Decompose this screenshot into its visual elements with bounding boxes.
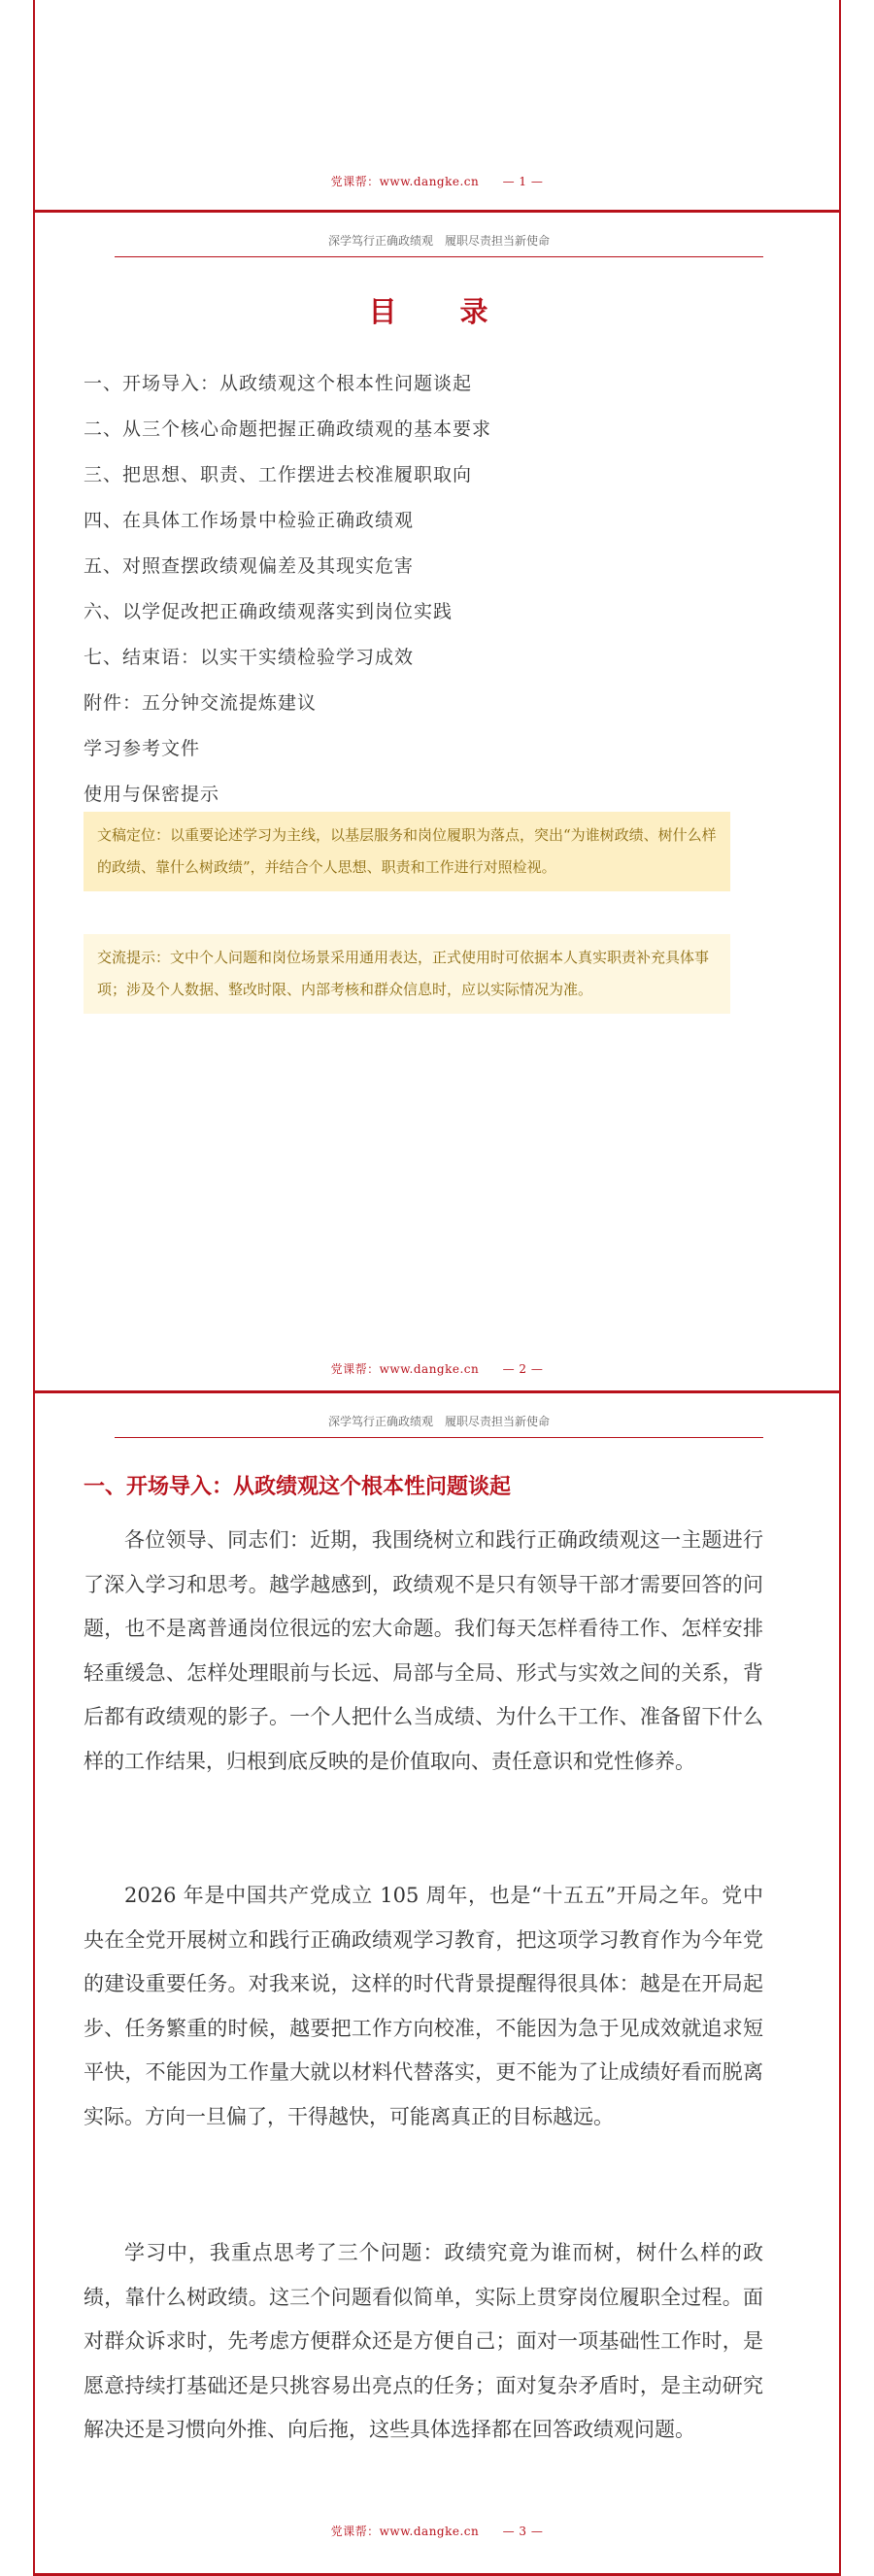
footer-site: 党课帮：www.dangke.cn — [330, 1362, 480, 1376]
footer-site: 党课帮：www.dangke.cn — [330, 2525, 480, 2538]
body-paragraph: 各位领导、同志们：近期，我围绕树立和践行正确政绩观这一主题进行了深入学习和思考。越学越感到，政绩观不是只有领导干部才需要回答的问题，也不是离普通岗位很远的宏大命题。我们每天怎样看待工作、怎样安排轻重缓急、怎样处理眼前与长远、局部与全局、形式与实效之间的关系，背后都有政绩观的影子。一个人把什么当成绩、为什么干工作、准备留下什么样的工作结果，归根到底反映的是价值取向、责任意识和党性修养。 — [84, 1528, 763, 1773]
body-paragraph: 2026 年是中国共产党成立 105 周年，也是“十五五”开局之年。党中央在全党开展树立和践行正确政绩观学习教育，把这项学习教育作为今年党的建设重要任务。对我来说，这样的时代背景提醒得很具体：越是在开局起步、任务繁重的时候，越要把工作方向校准，不能因为急于见成效就追求短平快，不能因为工作量大就以材料代替落实，更不能为了让成绩好看而脱离实际。方向一旦偏了，干得越快，可能离真正的目标越远。 — [84, 1884, 763, 2128]
toc-item[interactable]: 七、结束语：以实干实绩检验学习成效 — [84, 647, 415, 668]
toc-item[interactable]: 二、从三个核心命题把握正确政绩观的基本要求 — [84, 418, 492, 440]
page-1 — [33, 0, 841, 210]
positioning-note: 文稿定位：以重要论述学习为主线，以基层服务和岗位履职为落点，突出“为谁树政绩、树什么样的政绩、靠什么树政绩”，并结合个人思想、职责和工作进行对照检视。 — [84, 812, 730, 891]
toc-item[interactable]: 使用与保密提示 — [84, 784, 220, 805]
page-footer — [35, 173, 839, 189]
page-footer — [35, 2523, 839, 2539]
toc-item[interactable]: 三、把思想、职责、工作摆进去校准履职取向 — [84, 464, 473, 485]
footer-site: 党课帮：www.dangke.cn — [330, 175, 480, 188]
toc-list — [84, 361, 491, 818]
toc-title: 目 录 — [368, 295, 506, 328]
toc-item[interactable]: 学习参考文件 — [84, 738, 201, 759]
page-number: — 1 — — [502, 175, 544, 188]
page-number: — 3 — — [502, 2525, 544, 2538]
toc-item[interactable]: 四、在具体工作场景中检验正确政绩观 — [84, 510, 415, 531]
body-paragraph: 学习中，我重点思考了三个问题：政绩究竟为谁而树，树什么样的政绩，靠什么树政绩。这三个问题看似简单，实际上贯穿岗位履职全过程。面对群众诉求时，先考虑方便群众还是方便自己；面对一项基础性工作时，是愿意持续打基础还是只挑容易出亮点的任务；面对复杂矛盾时，是主动研究解决还是习惯向外推、向后拖，这些具体选择都在回答政绩观问题。 — [84, 2241, 763, 2441]
running-header: 深学笃行正确政绩观 履职尽责担当新使命 — [115, 232, 763, 257]
section-title: 一、开场导入：从政绩观这个根本性问题谈起 — [84, 1475, 512, 1499]
page-footer — [35, 1360, 839, 1377]
toc-item[interactable]: 附件：五分钟交流提炼建议 — [84, 692, 318, 714]
exchange-note: 交流提示：文中个人问题和岗位场景采用通用表达，正式使用时可依据本人真实职责补充具体事项；涉及个人数据、整改时限、内部考核和群众信息时，应以实际情况为准。 — [84, 934, 730, 1014]
toc-item[interactable]: 五、对照查摆政绩观偏差及其现实危害 — [84, 555, 415, 577]
toc-item[interactable]: 一、开场导入：从政绩观这个根本性问题谈起 — [84, 373, 473, 394]
page-number: — 2 — — [502, 1362, 544, 1376]
toc-item[interactable]: 六、以学促改把正确政绩观落实到岗位实践 — [84, 601, 454, 622]
running-header: 深学笃行正确政绩观 履职尽责担当新使命 — [115, 1413, 763, 1438]
